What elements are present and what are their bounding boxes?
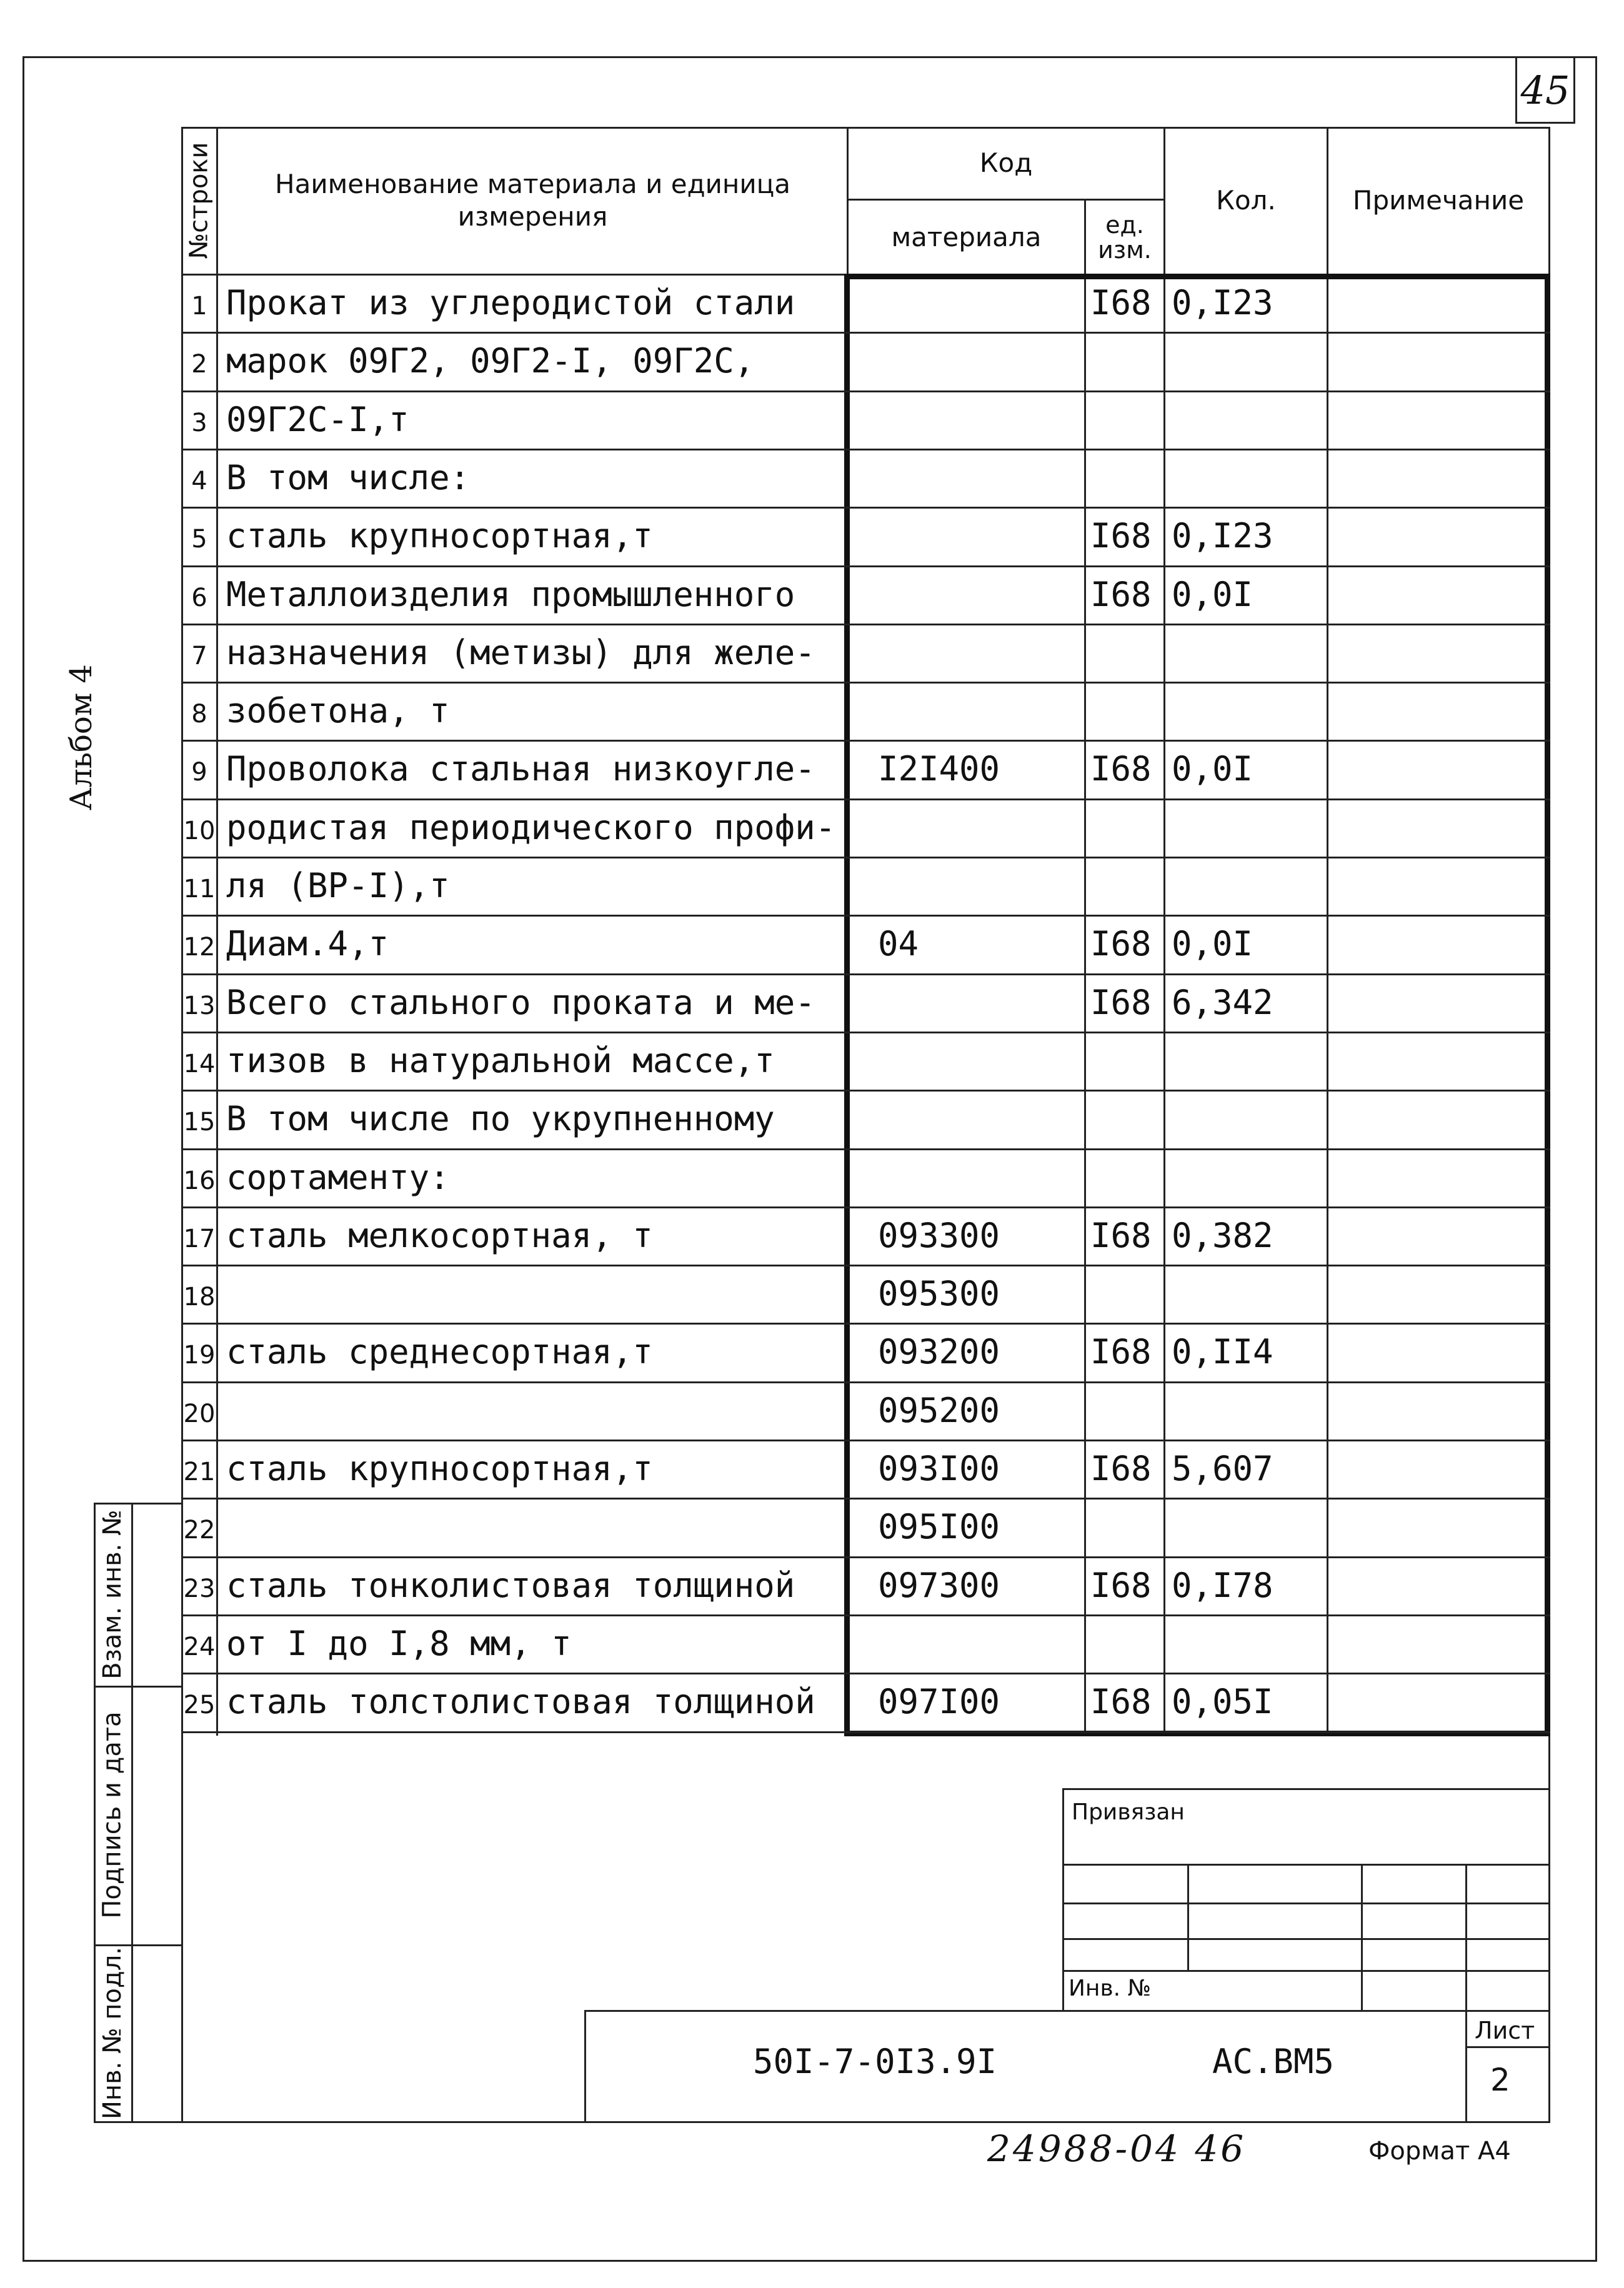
row-qty: 0,II4 xyxy=(1172,1332,1273,1371)
side-stamp-mid xyxy=(131,1503,133,2123)
row-unit: I68 xyxy=(1090,1682,1152,1721)
row-qty: 0,0I xyxy=(1172,924,1253,963)
row-name: Диам.4,т xyxy=(226,924,389,963)
header-code-unit: ед. изм. xyxy=(1098,211,1152,264)
privyazan-line1 xyxy=(1062,1864,1550,1866)
row-name: тизов в натуральной массе,т xyxy=(226,1041,775,1080)
row-divider xyxy=(181,1206,1550,1208)
row-number: 2 xyxy=(191,350,207,379)
row-number: 21 xyxy=(183,1458,216,1486)
row-number: 9 xyxy=(191,758,207,787)
row-divider xyxy=(181,1440,1550,1441)
row-divider xyxy=(181,1498,1550,1500)
row-code: 097300 xyxy=(878,1566,1000,1605)
row-divider xyxy=(181,1614,1550,1616)
row-code: I2I400 xyxy=(878,749,1000,788)
row-number: 8 xyxy=(191,700,207,729)
row-unit: I68 xyxy=(1090,924,1152,963)
row-divider xyxy=(181,1090,1550,1092)
row-qty: 0,0I xyxy=(1172,749,1253,788)
row-name: зобетона, т xyxy=(226,691,450,730)
inv-no-label: Инв. № xyxy=(1069,1976,1152,2001)
row-code: 095200 xyxy=(878,1391,1000,1430)
row-qty: 0,05I xyxy=(1172,1682,1273,1721)
handwritten-number: 24988-04 46 xyxy=(987,2127,1247,2170)
row-name: сталь мелкосортная, т xyxy=(226,1216,653,1255)
doc-row-left xyxy=(584,2010,586,2123)
header-row-no: №строки xyxy=(184,142,214,259)
row-divider xyxy=(181,857,1550,858)
row-number: 4 xyxy=(191,467,207,495)
row-divider xyxy=(181,1148,1550,1150)
row-name: Проволока стальная низкоугле- xyxy=(226,749,815,788)
row-qty: 0,0I xyxy=(1172,575,1253,614)
header-name: Наименование материала и единица измерения xyxy=(275,168,790,232)
row-divider xyxy=(181,332,1550,334)
row-code: 093200 xyxy=(878,1332,1000,1371)
row-divider xyxy=(181,915,1550,917)
header-note: Примечание xyxy=(1352,184,1525,216)
row-number: 18 xyxy=(183,1283,216,1311)
row-number: 16 xyxy=(183,1166,216,1195)
header-code-material: материала xyxy=(891,221,1042,252)
thick-left xyxy=(844,274,850,1736)
doc-row-top xyxy=(584,2010,1550,2012)
row-number: 14 xyxy=(183,1050,216,1078)
row-name: от I до I,8 мм, т xyxy=(226,1624,572,1663)
row-qty: 0,I78 xyxy=(1172,1566,1273,1605)
row-number: 5 xyxy=(191,525,207,554)
page-number: 45 xyxy=(1515,56,1575,124)
row-name: 09Г2С-I,т xyxy=(226,400,409,439)
title-bottom xyxy=(181,2121,1550,2123)
row-name: родистая периодического профи- xyxy=(226,808,836,847)
row-name: сталь толстолистовая толщиной xyxy=(226,1682,815,1721)
row-unit: I68 xyxy=(1090,983,1152,1022)
row-qty: 0,382 xyxy=(1172,1216,1273,1255)
row-divider xyxy=(181,798,1550,800)
side-stamp-bottom xyxy=(94,2121,183,2123)
doc-number: 50I-7-0I3.9I xyxy=(753,2042,997,2081)
row-divider xyxy=(181,1323,1550,1325)
row-qty: 0,I23 xyxy=(1172,516,1273,555)
row-divider xyxy=(181,740,1550,742)
row-number: 12 xyxy=(183,933,216,962)
row-name: сталь крупносортная,т xyxy=(226,1449,653,1488)
row-unit: I68 xyxy=(1090,575,1152,614)
unit-divider xyxy=(1084,199,1086,1736)
row-divider xyxy=(181,1032,1550,1033)
privyazan-v3 xyxy=(1465,1864,1467,2121)
row-name: марок 09Г2, 09Г2-I, 09Г2С, xyxy=(226,341,755,381)
privyazan-left xyxy=(1062,1788,1064,2010)
row-name: Металлоизделия промышленного xyxy=(226,575,795,614)
privyazan-v1 xyxy=(1187,1864,1189,1970)
row-number: 6 xyxy=(191,584,207,612)
row-qty: 6,342 xyxy=(1172,983,1273,1022)
row-number: 20 xyxy=(183,1400,216,1428)
row-unit: I68 xyxy=(1090,283,1152,322)
format-label: Формат А4 xyxy=(1368,2137,1511,2166)
row-number: 7 xyxy=(191,642,207,670)
row-unit: I68 xyxy=(1090,1449,1152,1488)
sheet-label: Лист xyxy=(1475,2017,1535,2044)
sheet-line xyxy=(1465,2046,1550,2048)
row-unit: I68 xyxy=(1090,749,1152,788)
row-qty: 5,607 xyxy=(1172,1449,1273,1488)
privyazan-top xyxy=(1062,1788,1550,1790)
row-divider xyxy=(181,682,1550,684)
rownum-divider xyxy=(216,127,218,1736)
row-divider xyxy=(181,1673,1550,1674)
row-name: сталь крупносортная,т xyxy=(226,516,653,555)
row-name: сталь тонколистовая толщиной xyxy=(226,1566,795,1605)
header-code: Код xyxy=(979,147,1033,178)
side-vzam-inv: Взам. инв. № xyxy=(98,1509,127,1679)
row-number: 17 xyxy=(183,1225,216,1253)
row-divider xyxy=(181,449,1550,450)
side-inv-podl: Инв. № подл. xyxy=(98,1946,127,2119)
privyazan-line2 xyxy=(1062,1903,1550,1904)
side-podpis: Подпись и дата xyxy=(98,1711,127,1919)
row-unit: I68 xyxy=(1090,1216,1152,1255)
row-qty: 0,I23 xyxy=(1172,283,1273,322)
row-name: ля (ВР-I),т xyxy=(226,866,450,905)
row-name: В том числе по укрупненному xyxy=(226,1099,775,1138)
row-divider xyxy=(181,1731,1550,1733)
row-number: 11 xyxy=(183,875,216,903)
row-name: назначения (метизы) для желе- xyxy=(226,633,815,672)
row-divider xyxy=(181,1556,1550,1558)
privyazan-line3 xyxy=(1062,1938,1550,1940)
row-name: Прокат из углеродистой стали xyxy=(226,283,795,322)
qty-divider xyxy=(1163,127,1165,1736)
privyazan-v2 xyxy=(1361,1864,1363,2010)
row-code: 095I00 xyxy=(878,1507,1000,1546)
album-label-text: Альбом 4 xyxy=(64,664,99,810)
row-code: 095300 xyxy=(878,1274,1000,1313)
sheet-value: 2 xyxy=(1490,2062,1510,2098)
row-number: 3 xyxy=(191,409,207,437)
doc-mark: АС.ВМ5 xyxy=(1212,2042,1335,2081)
row-number: 10 xyxy=(183,817,216,845)
row-divider xyxy=(181,1265,1550,1266)
row-name: В том числе: xyxy=(226,458,471,497)
row-divider xyxy=(181,565,1550,567)
row-number: 22 xyxy=(183,1516,216,1544)
row-unit: I68 xyxy=(1090,1332,1152,1371)
row-divider xyxy=(181,390,1550,392)
row-code: 04 xyxy=(878,924,919,963)
row-number: 19 xyxy=(183,1341,216,1370)
row-number: 25 xyxy=(183,1691,216,1719)
row-number: 15 xyxy=(183,1108,216,1137)
row-unit: I68 xyxy=(1090,1566,1152,1605)
note-divider xyxy=(1327,127,1328,1736)
row-name: сортаменту: xyxy=(226,1158,450,1197)
row-code: 093300 xyxy=(878,1216,1000,1255)
row-number: 24 xyxy=(183,1633,216,1661)
row-number: 1 xyxy=(191,292,207,321)
row-number: 13 xyxy=(183,992,216,1020)
row-divider xyxy=(181,624,1550,625)
row-divider xyxy=(181,1381,1550,1383)
row-code: 093I00 xyxy=(878,1449,1000,1488)
inv-line xyxy=(1062,1970,1550,1972)
row-name: Всего стального проката и ме- xyxy=(226,983,815,1022)
thick-top xyxy=(844,274,1550,279)
row-number: 23 xyxy=(183,1574,216,1603)
row-divider xyxy=(181,507,1550,509)
row-code: 097I00 xyxy=(878,1682,1000,1721)
thick-right xyxy=(1545,274,1550,1736)
row-unit: I68 xyxy=(1090,516,1152,555)
privyazan-label: Привязан xyxy=(1072,1799,1185,1825)
row-name: сталь среднесортная,т xyxy=(226,1332,653,1371)
album-label xyxy=(44,664,119,810)
header-qty: Кол. xyxy=(1216,184,1276,216)
row-divider xyxy=(181,973,1550,975)
